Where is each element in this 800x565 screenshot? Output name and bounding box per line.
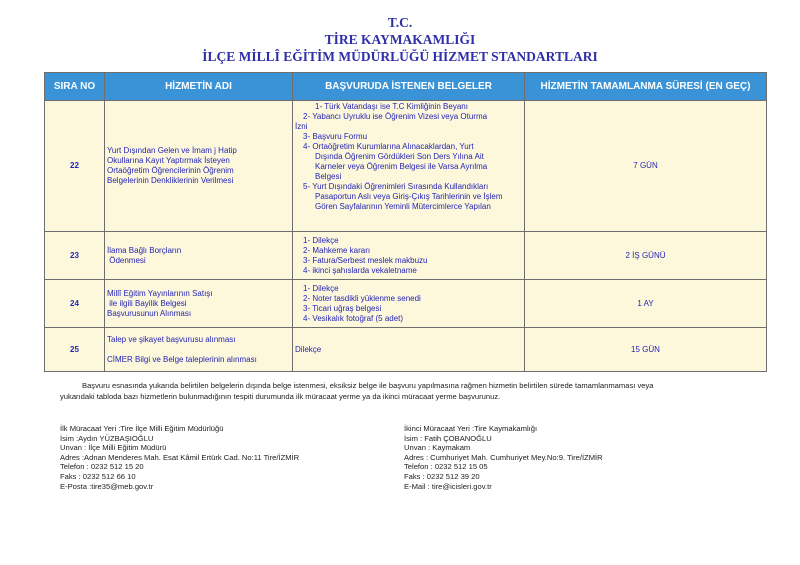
row-number: 24 [45, 280, 105, 328]
document-item: 1- Türk Vatandaşı ise T.C Kimliğinin Beyanı [315, 102, 468, 111]
document-item: 3- Başvuru Formu [303, 132, 368, 141]
service-name [105, 328, 293, 372]
document-item: 2- Mahkeme kararı [303, 245, 371, 255]
completion-time: 15 GÜN [525, 328, 767, 372]
row-number: 23 [45, 232, 105, 280]
table-row [45, 280, 767, 328]
document-item: Pasaportun Aslı veya Giriş-Çıkış Tarihlerinin ve İşlem [315, 192, 503, 201]
required-documents [293, 101, 525, 232]
note-line: yukarıdaki tabloda bazı hizmetlerin bulunmadığının tespiti durumunda ilk müracaat yerme ya da ikinci müracaat yerme başvurunuz. [60, 391, 501, 401]
service-name-line: ile ilgili Bayilik Belgesi [107, 298, 187, 308]
contact-fax: Faks : 0232 512 66 10 [60, 471, 136, 481]
first-contact-block [60, 424, 299, 491]
service-name-line [107, 345, 290, 355]
col-header-name: HİZMETİN ADI [105, 73, 293, 101]
document-item: 1- Dilekçe [303, 235, 339, 245]
table-row [45, 232, 767, 280]
col-header-no: SIRA NO [45, 73, 105, 101]
service-name-line: CİMER Bilgi ve Belge taleplerinin alınması [107, 354, 257, 364]
completion-time: 2 İŞ GÜNÜ [525, 232, 767, 280]
service-name-line: Ödenmesi [107, 255, 146, 265]
contact-title: Unvan : Kaymakam [404, 443, 471, 453]
document-item: 2- Yabancı Uyruklu ise Öğrenim Vizesi veya Oturma [303, 112, 488, 121]
document-item: 3- Ticari uğraş belgesi [303, 303, 382, 313]
page-header [0, 14, 800, 65]
service-name-line: Millî Eğitim Yayınlarının Satışı [107, 288, 213, 298]
table-header-row [45, 73, 767, 101]
required-documents [293, 280, 525, 328]
document-item: 1- Dilekçe [303, 283, 339, 293]
service-name-line: Belgelerinin Denkliklerinin Verilmesi [107, 176, 234, 185]
document-item: Gören Sayfalarının Yeminli Mütercimlerce Yapılan [315, 202, 491, 211]
document-item: 4- ikinci şahıslarda vekaletname [303, 265, 417, 275]
service-name [105, 232, 293, 280]
required-documents [293, 328, 525, 372]
header-title: İLÇE MİLLÎ EĞİTİM MÜDÜRLÜĞÜ HİZMET STANDARTLARI [202, 49, 598, 64]
service-name-line: Talep ve şikayet başvurusu alınması [107, 334, 236, 344]
contact-fax: Faks : 0232 512 39 20 [404, 471, 480, 481]
document-item: 4- Vesikalık fotoğraf (5 adet) [303, 313, 404, 323]
application-note [60, 381, 760, 402]
contact-address: Adres :Adnan Menderes Mah. Esat Kâmil Ertürk Cad. No:11 Tire/İZMİR [60, 452, 300, 462]
completion-time: 1 AY [525, 280, 767, 328]
service-name [105, 280, 293, 328]
table-row [45, 101, 767, 232]
header-kaymakamlik: TİRE KAYMAKAMLIĞI [324, 32, 476, 47]
col-header-duration: HİZMETİN TAMAMLANMA SÜRESİ (EN GEÇ) [525, 73, 767, 101]
contact-address: Adres : Cumhuriyet Mah. Cumhuriyet Mey.No:9. Tire/İZMİR [404, 452, 603, 462]
required-documents [293, 232, 525, 280]
service-name-line: Ortaöğretim Öğrencilerinin Öğrenim [107, 166, 234, 175]
service-name-line: İlama Bağlı Borçların [107, 245, 182, 255]
document-item: İzni [295, 122, 308, 131]
contact-title: Unvan : İlçe Milli Eğitim Müdürü [60, 443, 167, 453]
contact-name: İsim : Fatih ÇOBANOĞLU [404, 433, 492, 443]
row-number: 22 [45, 101, 105, 232]
document-item: Karneler veya Öğrenim Belgesi ile Varsa Ayrılma [315, 162, 488, 171]
service-standards-table [44, 72, 767, 372]
col-header-docs: BAŞVURUDA İSTENEN BELGELER [293, 73, 525, 101]
note-line: Başvuru esnasında yukarıda belirtilen belgelerin dışında belge istenmesi, eksiksiz belge ile başvuru yapılmasına rağmen hizmetin belirtilen sürede tamamlanmaması veya [82, 381, 654, 390]
contact-phone: Telefon : 0232 512 15 05 [404, 462, 488, 472]
document-item: 4- Ortaöğretim Kurumlarına Alınacaklardan, Yurt [303, 142, 474, 151]
document-item: Belgesi [315, 172, 342, 181]
contact-phone: Telefon : 0232 512 15 20 [60, 462, 144, 472]
document-item: Dilekçe [295, 344, 322, 354]
contact-email: E-Posta :tire35@meb.gov.tr [60, 481, 154, 491]
row-number: 25 [45, 328, 105, 372]
service-name-line: Yurt Dışından Gelen ve İmam j Hatip [107, 146, 237, 155]
contact-name: İsim :Aydın YÜZBAŞIOĞLU [60, 433, 154, 443]
contact-place: İkinci Müracaat Yeri :Tire Kaymakamlığı [404, 424, 538, 433]
completion-time: 7 GÜN [525, 101, 767, 232]
document-item: 3- Fatura/Serbest meslek makbuzu [303, 255, 428, 265]
document-item: Dışında Öğrenim Gördükleri Son Ders Yılına Ait [315, 152, 484, 161]
service-name-line: Okullarına Kayıt Yaptırmak İsteyen [107, 156, 230, 165]
second-contact-block [404, 424, 603, 491]
header-tc: T.C. [387, 15, 413, 30]
contact-place: İlk Müracaat Yeri :Tire İlçe Milli Eğitim Müdürlüğü [60, 424, 224, 433]
service-name [105, 101, 293, 232]
document-item: 5- Yurt Dışındaki Öğrenimleri Sırasında Kullandıkları [303, 182, 489, 191]
document-item: 2- Noter tasdikli yüklenme senedi [303, 293, 421, 303]
service-name-line: Başvurusunun Alınması [107, 308, 192, 318]
contact-email: E-Mail : tire@icisleri.gov.tr [404, 481, 492, 491]
table-row [45, 328, 767, 372]
